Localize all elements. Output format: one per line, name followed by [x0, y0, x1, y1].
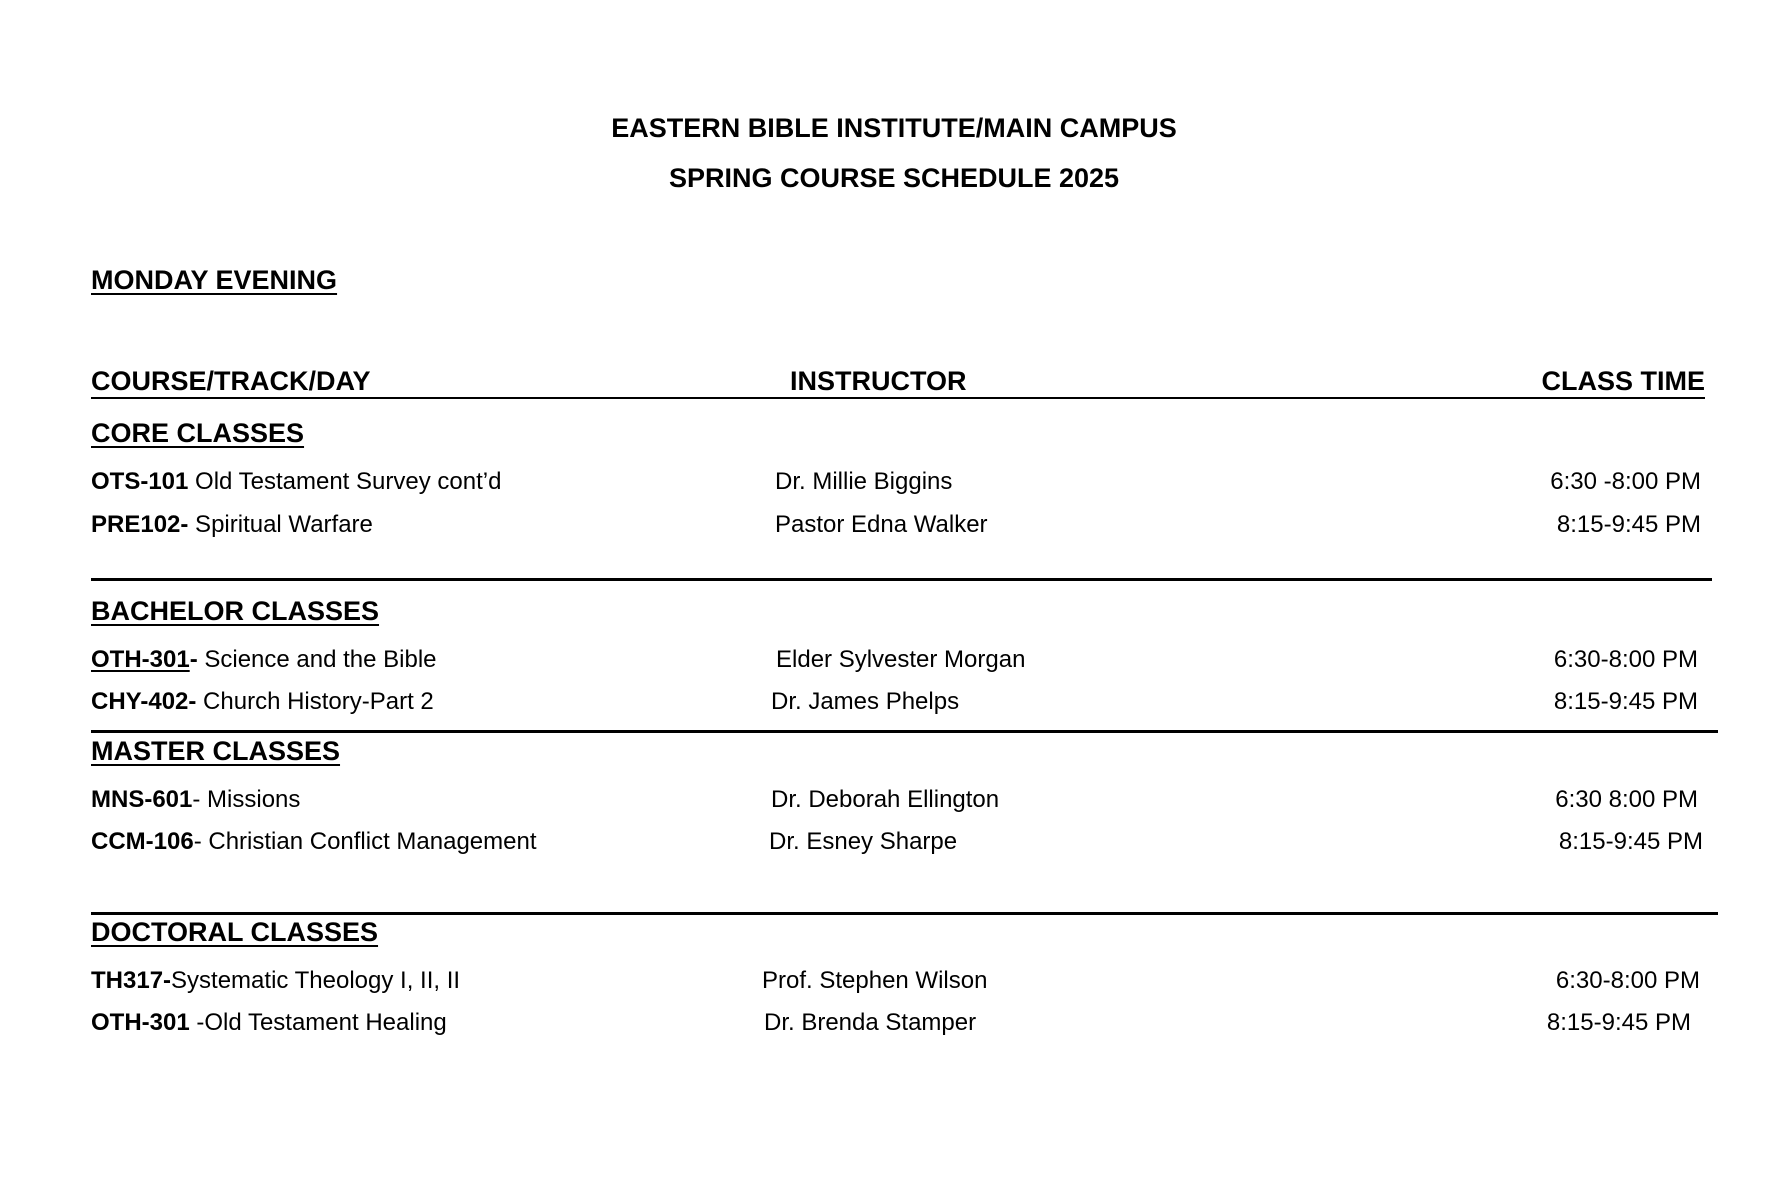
- column-header-instructor: INSTRUCTOR: [790, 366, 967, 396]
- course-title: Science and the Bible: [197, 646, 437, 673]
- section-heading-doctoral: DOCTORAL CLASSES: [91, 917, 379, 947]
- time-cell: 8:15-9:45 PM: [1558, 828, 1703, 855]
- column-header-time: CLASS TIME: [1541, 366, 1705, 396]
- document-subtitle: SPRING COURSE SCHEDULE 2025: [668, 163, 1120, 193]
- course-code: PRE102-: [91, 511, 189, 538]
- course-title: Systematic Theology I, II, II: [171, 967, 461, 994]
- instructor-cell: Dr. Deborah Ellington: [771, 786, 1000, 813]
- section-divider: [91, 578, 1712, 581]
- course-code: OTH-301: [91, 1009, 190, 1036]
- course-code-suffix: -: [189, 646, 198, 673]
- course-cell: [91, 468, 501, 496]
- course-code: OTH-301: [91, 646, 190, 673]
- course-title: Old Testament Survey cont’d: [188, 468, 502, 495]
- day-heading: MONDAY EVENING: [91, 265, 338, 295]
- course-title: - Missions: [192, 786, 301, 813]
- time-cell: 6:30-8:00 PM: [1553, 646, 1698, 673]
- course-cell: [91, 646, 437, 674]
- course-cell: [91, 511, 373, 539]
- time-cell: 6:30 -8:00 PM: [1550, 468, 1701, 495]
- time-cell: 6:30-8:00 PM: [1555, 967, 1700, 994]
- header-rule: [91, 397, 1705, 399]
- instructor-cell: Elder Sylvester Morgan: [776, 646, 1026, 673]
- course-cell: [91, 1009, 447, 1037]
- course-title: Spiritual Warfare: [188, 511, 373, 538]
- instructor-cell: Pastor Edna Walker: [775, 511, 988, 538]
- instructor-cell: Prof. Stephen Wilson: [762, 967, 988, 994]
- course-cell: [91, 786, 300, 814]
- course-code: CCM-106: [91, 828, 194, 855]
- column-header-course: COURSE/TRACK/DAY: [91, 366, 371, 396]
- course-title: Church History-Part 2: [196, 688, 434, 715]
- course-title: - Christian Conflict Management: [193, 828, 537, 855]
- time-cell: 8:15-9:45 PM: [1553, 688, 1698, 715]
- instructor-cell: Dr. Millie Biggins: [775, 468, 953, 495]
- course-code: TH317-: [91, 967, 172, 994]
- course-code: MNS-601: [91, 786, 193, 813]
- course-cell: [91, 688, 434, 716]
- time-cell: 8:15-9:45 PM: [1546, 1009, 1691, 1036]
- section-divider: [91, 730, 1718, 733]
- course-code: CHY-402-: [91, 688, 197, 715]
- course-cell: [91, 967, 460, 995]
- document-title: EASTERN BIBLE INSTITUTE/MAIN CAMPUS: [611, 113, 1177, 143]
- time-cell: 6:30 8:00 PM: [1555, 786, 1698, 813]
- section-divider: [91, 912, 1718, 915]
- section-heading-master: MASTER CLASSES: [91, 736, 341, 766]
- time-cell: 8:15-9:45 PM: [1556, 511, 1701, 538]
- course-cell: [91, 828, 537, 856]
- instructor-cell: Dr. Esney Sharpe: [769, 828, 958, 855]
- instructor-cell: Dr. Brenda Stamper: [764, 1009, 977, 1036]
- section-heading-bachelor: BACHELOR CLASSES: [91, 596, 380, 626]
- course-title: -Old Testament Healing: [189, 1009, 447, 1036]
- course-code: OTS-101: [91, 468, 189, 495]
- instructor-cell: Dr. James Phelps: [771, 688, 960, 715]
- section-heading-core: CORE CLASSES: [91, 418, 305, 448]
